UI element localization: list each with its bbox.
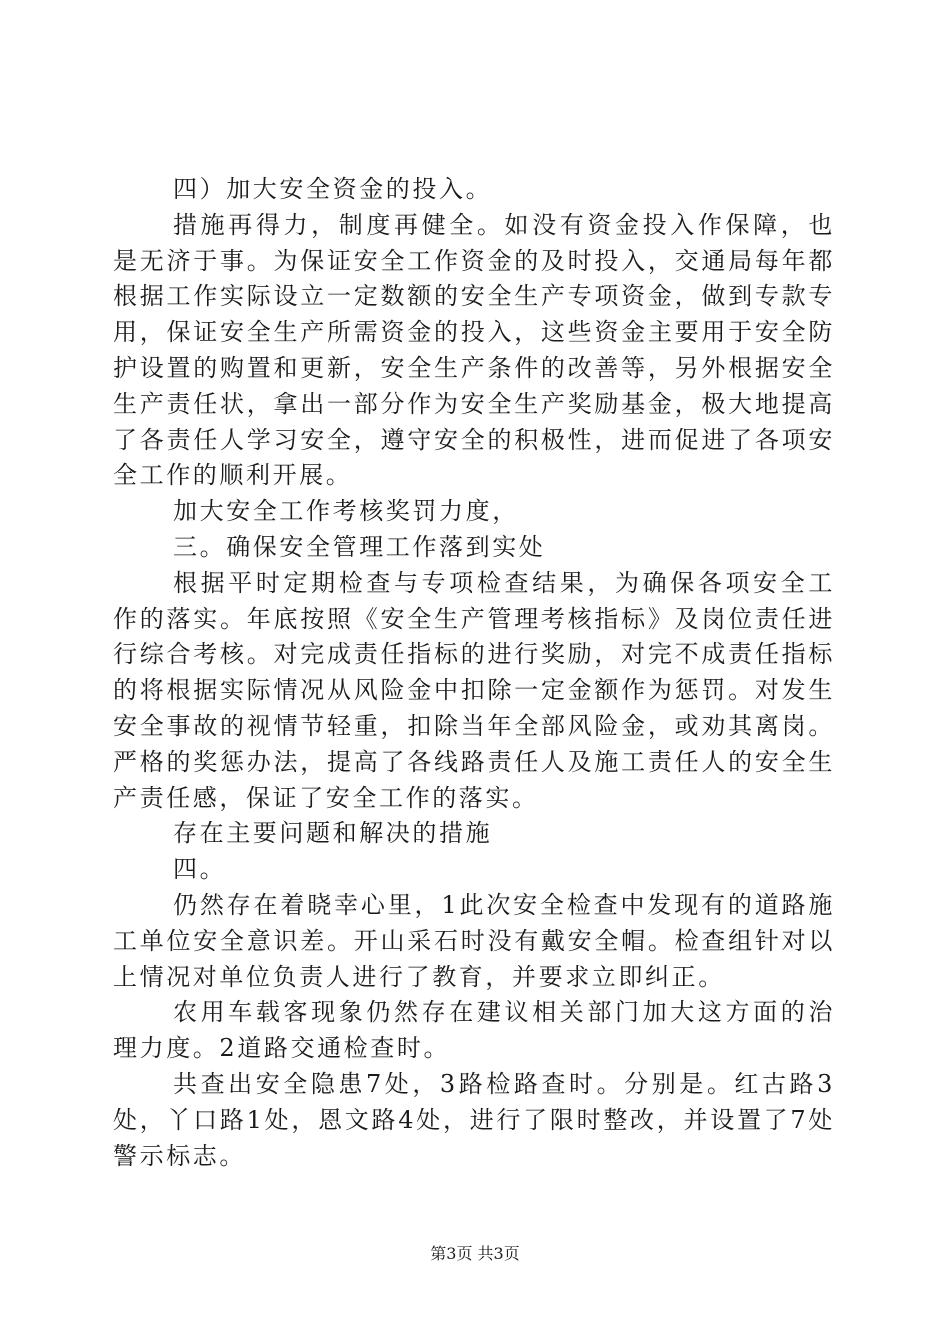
paragraph-funding: 措施再得力，制度再健全。如没有资金投入作保障，也是无济于事。为保证安全工作资金的及时投入，交通局每年都根据工作实际设立一定数额的安全生产专项资金，做到专款专用，保证安全生产所需资金的投入，这些资金主要用于安全防护设置的购置和更新，安全生产条件的改善等，另外根据安全生产责任状，拿出一部分作为安全生产奖励基金，极大地提高了各责任人学习安全，遵守安全的积极性，进而促进了各项安全工作的顺利开展。: [113, 210, 835, 490]
paragraph-problem-3: 共查出安全隐患7处，3路检路查时。分别是。红古路3处，丫口路1处，恩文路4处，进行了限时整改，并设置了7处警示标志。: [113, 1069, 835, 1170]
section-heading-funding: 四）加大安全资金的投入。: [173, 175, 493, 203]
paragraph-problem-2: 农用车载客现象仍然存在建议相关部门加大这方面的治理力度。2道路交通检查时。: [113, 998, 835, 1063]
page-number-footer: 第3页 共3页: [430, 1244, 520, 1263]
paragraph-problem-1: 仍然存在着晓幸心里，1此次安全检查中发现有的道路施工单位安全意识差。开山采石时没有戴安全帽。检查组针对以上情况对单位负责人进行了教育，并要求立即纠正。: [113, 890, 835, 991]
section-heading-four: 四。: [173, 855, 227, 884]
section-heading-implementation: 三。确保安全管理工作落到实处: [173, 532, 546, 561]
paragraph-assessment-heading: 加大安全工作考核奖罚力度，: [173, 497, 519, 526]
paragraph-implementation: 根据平时定期检查与专项检查结果，为确保各项安全工作的落实。年底按照《安全生产管理考核指标》及岗位责任进行综合考核。对完成责任指标的进行奖励，对完不成责任指标的将根据实际情况从风险金中扣除一定金额作为惩罚。对发生安全事故的视情节轻重，扣除当年全部风险金，或劝其离岗。严格的奖惩办法，提高了各线路责任人及施工责任人的安全生产责任感，保证了安全工作的落实。: [113, 568, 835, 812]
document-body: [113, 172, 835, 1174]
paragraph-problems-heading: 存在主要问题和解决的措施: [173, 819, 493, 848]
